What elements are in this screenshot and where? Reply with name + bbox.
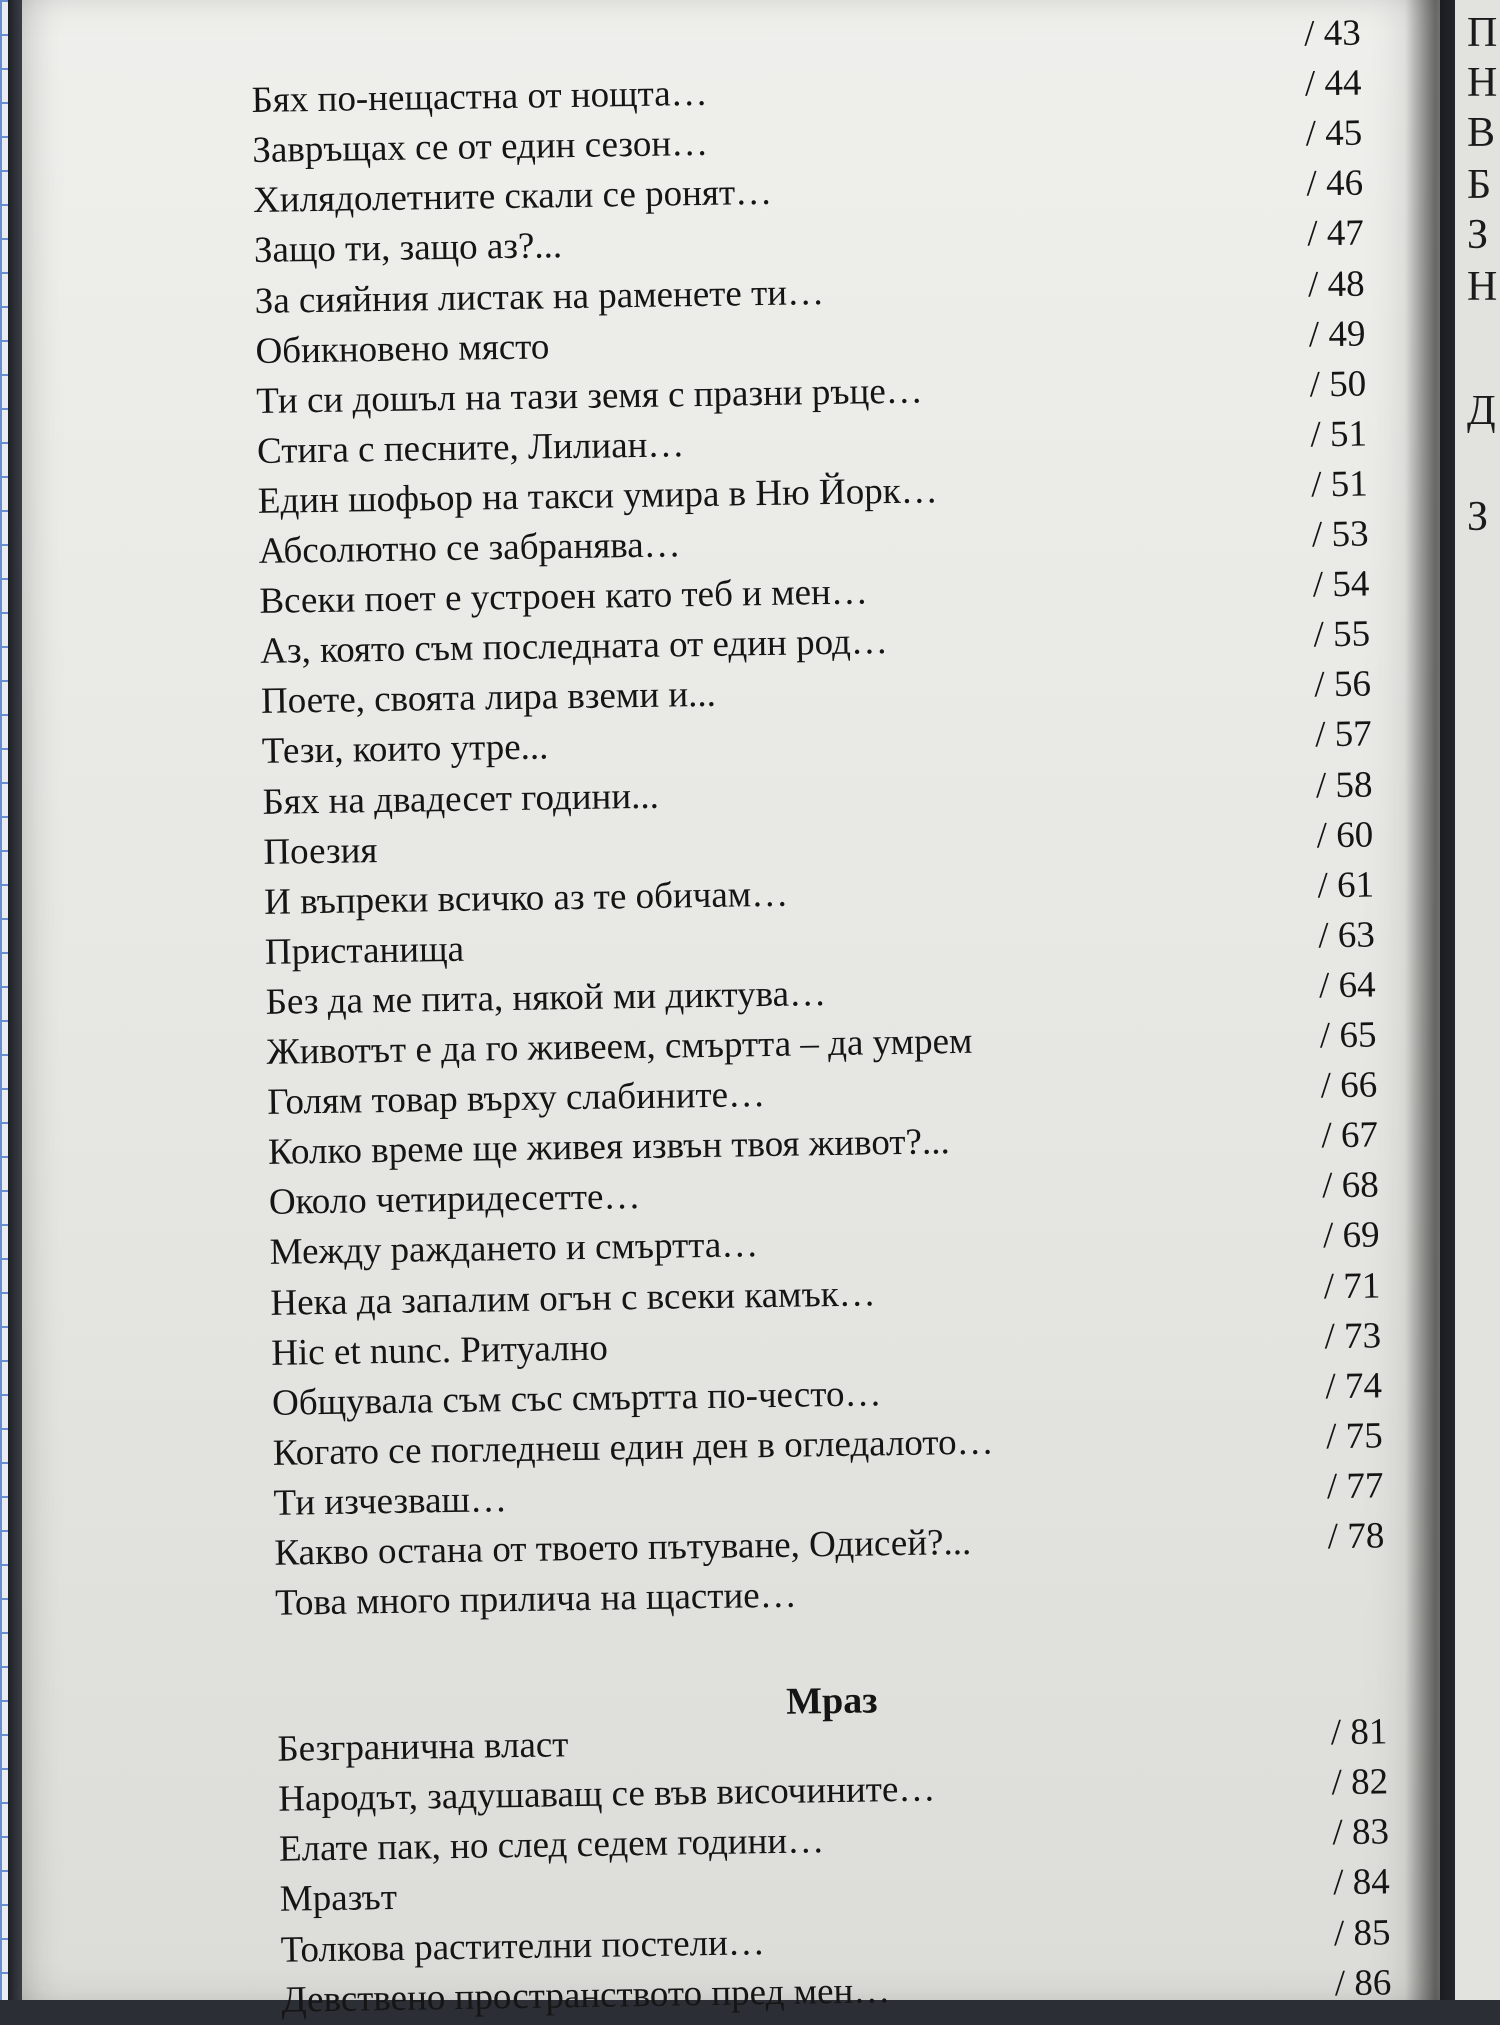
toc-entry-page-number: / 73 xyxy=(1324,1314,1382,1357)
toc-entry-page-number: / 81 xyxy=(1330,1711,1388,1754)
facing-page-letter: Д xyxy=(1467,388,1496,434)
toc-entry-page-number: / 78 xyxy=(1327,1515,1385,1558)
toc-entry-page-number: / 66 xyxy=(1320,1064,1378,1107)
toc-entry-page-number: / 45 xyxy=(1305,112,1363,155)
toc-entry-title: Толкова растителни постели… xyxy=(280,1921,766,1971)
toc-entry-title: Завръщах се от един сезон… xyxy=(252,123,709,172)
toc-entry-page-number: / 60 xyxy=(1316,814,1374,856)
toc-entry-title: Между раждането и смъртта… xyxy=(269,1224,759,1274)
toc-entry-page-number: / 67 xyxy=(1321,1114,1379,1157)
toc-entry-page-number: / 51 xyxy=(1310,463,1369,506)
book-page xyxy=(22,0,1440,2021)
toc-entry-page-number: / 85 xyxy=(1333,1911,1391,1954)
toc-entry-title: Стига с песните, Лилиан… xyxy=(256,424,685,472)
toc-entry-page-number: / 53 xyxy=(1311,513,1369,556)
toc-entry-title: Безгранична власт xyxy=(277,1724,569,1770)
toc-entry-page-number: / 55 xyxy=(1313,613,1371,656)
toc-entry-title: Поезия xyxy=(263,829,378,873)
toc-entry-page-number: / 83 xyxy=(1332,1811,1390,1854)
toc-entry-page-number: / 68 xyxy=(1321,1164,1380,1207)
book-gutter xyxy=(1405,0,1460,2000)
facing-page-letter: Н xyxy=(1467,60,1498,106)
toc-entry-page-number: / 75 xyxy=(1325,1415,1384,1458)
facing-page-letter: Н xyxy=(1467,264,1498,310)
toc-entry-page-number: / 69 xyxy=(1322,1214,1380,1257)
toc-entry-title: Обикновено място xyxy=(255,325,550,372)
toc-entry-title: Животът е да го живеем, смъртта – да умрем xyxy=(266,1020,973,1073)
toc-entry-page-number: / 49 xyxy=(1308,313,1366,356)
facing-page-letter: З xyxy=(1467,494,1489,540)
toc-entry-title: Около четиридесетте… xyxy=(268,1176,641,1224)
toc-entry-page-number: / 65 xyxy=(1319,1014,1377,1057)
toc-entry-title: Един шофьор на такси умира в Ню Йорк… xyxy=(257,470,938,522)
toc-entry-title: Пристанища xyxy=(264,928,465,973)
toc-entry-page-number: / 64 xyxy=(1318,964,1376,1007)
toc-entry-page-number: / 50 xyxy=(1309,363,1367,406)
toc-entry-title: Нека да запалим огън с всеки камък… xyxy=(270,1272,876,1324)
toc-entry-title: Бях на двадесет години... xyxy=(262,775,660,823)
toc-entry-title: Ти изчезваш… xyxy=(273,1479,508,1524)
facing-page-letter: З xyxy=(1467,212,1489,258)
toc-entry-title: Хилядолетните скали се ронят… xyxy=(252,172,773,222)
toc-entry-page-number: / 56 xyxy=(1314,663,1372,706)
toc-entry-title: Hic et nunc. Ритуално xyxy=(270,1327,609,1374)
toc-entry-page-number: / 43 xyxy=(1303,12,1361,55)
toc-entry-title: Народът, задушаващ се във височините… xyxy=(277,1768,936,1820)
toc-entry-page-number: / 58 xyxy=(1315,763,1373,806)
toc-entry-page-number: / 77 xyxy=(1326,1465,1384,1508)
toc-entry-page-number: / 63 xyxy=(1317,914,1376,957)
toc-entry-page-number: / 54 xyxy=(1312,563,1370,606)
facing-page-letter: Б xyxy=(1467,162,1492,208)
toc-entry-title: Колко време ще живея извън твоя живот?... xyxy=(267,1121,950,1174)
toc-entry-title: И въпреки всичко аз те обичам… xyxy=(263,873,789,923)
toc-entry-page-number: / 71 xyxy=(1323,1264,1381,1307)
toc-entry-title: Какво остана от твоето пътуване, Одисей?... xyxy=(274,1521,972,1574)
toc-entry-title: Бях по-нещастна от нощта… xyxy=(251,72,708,122)
toc-entry-page-number: / 46 xyxy=(1306,162,1364,205)
toc-entry-title: Елате пак, но след седем години… xyxy=(278,1820,825,1871)
toc-entry-title: Мразът xyxy=(279,1877,398,1921)
toc-entry-page-number: / 82 xyxy=(1331,1761,1389,1804)
section-heading: Мраз xyxy=(785,1679,878,1723)
toc-entry-page-number: / 61 xyxy=(1317,864,1375,907)
toc-entry-page-number: / 86 xyxy=(1334,1961,1392,2004)
toc-entry-title: Това много прилича на щастие… xyxy=(274,1574,797,1624)
toc-entry-page-number: / 47 xyxy=(1306,212,1365,255)
toc-entry-page-number: / 57 xyxy=(1314,713,1372,756)
toc-entry-title: Когато се погледнеш един ден в огледалото… xyxy=(272,1421,994,1474)
toc-entry-title: Без да ме пита, някой ми диктува… xyxy=(265,972,827,1023)
facing-page xyxy=(1455,0,1500,2000)
toc-entry-page-number: / 48 xyxy=(1307,263,1365,305)
toc-entry-page-number: / 84 xyxy=(1332,1861,1391,1904)
toc-entry-title: Ти си дошъл на тази земя с празни ръце… xyxy=(255,370,924,422)
toc-entry-title: За сияйния листак на раменете ти… xyxy=(254,271,825,322)
toc-entry-title: Абсолютно се забранява… xyxy=(258,524,681,572)
toc-entry-title: Всеки поет е устроен като теб и мен… xyxy=(259,571,869,623)
toc-entry-title: Аз, която съм последната от един род… xyxy=(259,621,889,673)
toc-entry-page-number: / 74 xyxy=(1325,1365,1383,1407)
facing-page-letter: В xyxy=(1467,110,1496,156)
toc-entry-title: Защо ти, защо аз?... xyxy=(253,225,563,272)
toc-entry-title: Поете, своята лира вземи и... xyxy=(260,674,717,723)
toc-entry-title: Тези, които утре... xyxy=(261,726,549,773)
facing-page-letter: П xyxy=(1467,10,1498,56)
toc-entry-page-number: / 44 xyxy=(1304,62,1362,105)
toc-entry-title: Общувала съм със смъртта по-често… xyxy=(271,1372,882,1424)
toc-entry-title: Девствено пространството пред мен… xyxy=(281,1969,891,2021)
toc-entry-title: Голям товар върху слабините… xyxy=(266,1074,766,1123)
toc-entry-page-number: / 51 xyxy=(1310,413,1368,456)
